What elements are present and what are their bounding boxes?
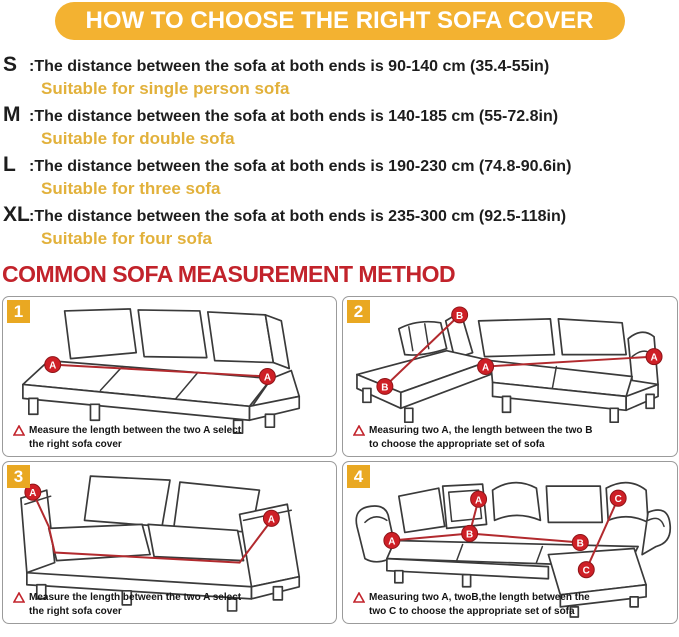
panel-caption [13, 591, 241, 618]
marker-a [384, 532, 400, 548]
svg-text:C: C [614, 494, 622, 506]
svg-text:A: A [49, 360, 57, 372]
caption-line-2: the right sofa cover [29, 605, 122, 617]
warning-triangle-icon [13, 425, 25, 436]
svg-text:B: B [381, 382, 389, 394]
marker-b [452, 307, 468, 323]
size-suitable-note: Suitable for three sofa [41, 179, 221, 198]
svg-text:A: A [481, 362, 490, 374]
size-row-xl [3, 204, 679, 249]
svg-text:B: B [466, 529, 474, 541]
size-guide-list [3, 54, 679, 249]
page-title: HOW TO CHOOSE THE RIGHT SOFA COVER [85, 7, 594, 34]
panel-4 [342, 461, 678, 624]
svg-text:A: A [267, 514, 275, 526]
size-row-l [3, 154, 679, 199]
size-description: :The distance between the sofa at both ends is 90-140 cm (35.4-55in) [29, 58, 550, 75]
panel-number-badge: 2 [347, 300, 370, 323]
svg-text:A: A [474, 495, 483, 507]
caption-line-2: two C to choose the appropriate set of sofa [369, 605, 575, 617]
panel-caption [13, 424, 241, 451]
warning-triangle-icon [13, 592, 25, 603]
marker-c [610, 490, 626, 506]
size-row-s [3, 54, 679, 99]
size-description: :The distance between the sofa at both ends is 140-185 cm (55-72.8in) [29, 108, 559, 125]
caption-line-2: the right sofa cover [29, 438, 122, 450]
size-label: L [3, 153, 16, 176]
panel-number-badge: 1 [7, 300, 30, 323]
panel-2 [342, 296, 678, 457]
marker-c [578, 562, 594, 578]
caption-line-1: Measure the length between the two A select [29, 592, 242, 603]
size-row-m [3, 104, 679, 149]
size-suitable-note: Suitable for double sofa [41, 129, 235, 148]
size-description: :The distance between the sofa at both ends is 235-300 cm (92.5-118in) [29, 208, 567, 225]
marker-a [263, 510, 279, 526]
section-heading: COMMON SOFA MEASUREMENT METHOD [2, 261, 456, 287]
svg-text:B: B [456, 310, 464, 322]
marker-a [646, 349, 662, 365]
measurement-panels-grid [2, 296, 679, 624]
size-suitable-note: Suitable for single person sofa [41, 79, 290, 98]
panel-caption [353, 424, 593, 451]
sofa-cover-infographic [0, 2, 679, 637]
warning-triangle-icon [353, 425, 365, 436]
size-label: M [3, 103, 21, 126]
panel-3 [2, 461, 337, 624]
caption-line-1: Measuring two A, the length between the two B [369, 425, 593, 436]
caption-line-2: to choose the appropriate set of sofa [369, 438, 545, 450]
marker-b [572, 534, 588, 550]
marker-b [377, 378, 393, 394]
marker-a [259, 369, 275, 385]
svg-text:A: A [388, 536, 396, 548]
svg-text:C: C [582, 565, 590, 577]
marker-b [462, 525, 478, 541]
svg-text:A: A [650, 352, 658, 364]
panel-number-badge: 3 [7, 465, 30, 488]
size-description: :The distance between the sofa at both ends is 190-230 cm (74.8-90.6in) [29, 158, 572, 175]
panel-number-badge: 4 [347, 465, 370, 488]
size-label: XL [3, 203, 30, 226]
svg-text:A: A [263, 372, 271, 384]
svg-text:B: B [576, 538, 584, 550]
svg-text:A: A [29, 488, 37, 500]
marker-a [45, 357, 61, 373]
warning-triangle-icon [353, 592, 365, 603]
marker-a [471, 491, 487, 507]
marker-a [478, 359, 494, 375]
caption-line-1: Measure the length between the two A select [29, 425, 242, 436]
size-label: S [3, 53, 18, 76]
page-title-banner [55, 2, 625, 40]
caption-line-1: Measuring two A, twoB,the length between the [369, 592, 590, 603]
size-suitable-note: Suitable for four sofa [41, 229, 212, 248]
panel-caption [353, 591, 590, 618]
panel-1 [2, 296, 337, 457]
